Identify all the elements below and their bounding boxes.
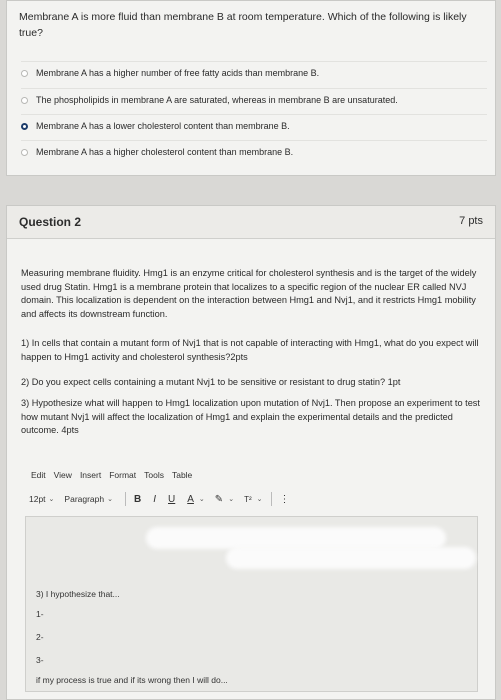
- bold-button[interactable]: B: [134, 493, 142, 505]
- menu-insert[interactable]: Insert: [79, 470, 102, 480]
- option-2[interactable]: [21, 88, 487, 111]
- question-2-intro: Measuring membrane fluidity. Hmg1 is an enzyme critical for cholesterol synthesis and is the target of the widely used drug Statin. Hmg1 is a membrane protein that localizes to a specific region of the nuclear ER called NVJ domain. This localization is dependent on the interaction between Hmg1 and Nvj1, and it restricts Hmg1 mobility and affects its downstream function.: [21, 268, 477, 319]
- option-3[interactable]: [21, 114, 487, 137]
- question-1-text: Membrane A is more fluid than membrane B at room temperature. Which of the following is likely true?: [19, 11, 467, 39]
- highlight-icon[interactable]: ✎: [214, 493, 224, 505]
- question-2-part-1: 1) In cells that contain a mutant form of Nvj1 that is not capable of interacting with Hmg1, what do you expect will happen to Hmg1 activity and cholesterol synthesis?2pts: [21, 338, 479, 362]
- radio-unselected-icon[interactable]: [21, 70, 28, 77]
- radio-unselected-icon[interactable]: [21, 97, 28, 104]
- option-4-label: Membrane A has a higher cholesterol content than membrane B.: [36, 147, 294, 157]
- toolbar-divider: [125, 492, 126, 506]
- underline-button[interactable]: U: [168, 493, 176, 505]
- toolbar-divider: [271, 492, 272, 506]
- chevron-down-icon: ⌄: [107, 496, 113, 503]
- question-2-part-3: 3) Hypothesize what will happen to Hmg1 localization upon mutation of Nvj1. Then propose an experiment to test how mutant Nvj1 will affect the localization of Hmg1 and explain the experimental details and the predicted outcome. 4pts: [21, 398, 480, 435]
- italic-button[interactable]: I: [153, 493, 157, 505]
- block-format-select[interactable]: [64, 494, 113, 504]
- question-2-part-2: 2) Do you expect cells containing a mutant Nvj1 to be sensitive or resistant to drug statin? 1pt: [21, 377, 401, 387]
- option-3-label: Membrane A has a lower cholesterol content than membrane B.: [36, 121, 290, 131]
- question-2-title: Question 2: [19, 215, 82, 229]
- radio-selected-icon[interactable]: [21, 123, 28, 130]
- option-1[interactable]: [21, 61, 487, 84]
- editor-line-5: if my process is true and if its wrong then I will do...: [36, 675, 228, 685]
- chevron-down-icon[interactable]: ⌄: [228, 496, 235, 503]
- radio-unselected-icon[interactable]: [21, 149, 28, 156]
- editor-line-4: 3-: [36, 655, 44, 665]
- menu-table[interactable]: Table: [171, 470, 193, 480]
- question-1-card: [6, 0, 496, 176]
- menu-edit[interactable]: Edit: [31, 470, 46, 480]
- option-4[interactable]: [21, 140, 487, 163]
- editor-toolbar: [29, 491, 302, 507]
- superscript-button[interactable]: T²: [244, 494, 252, 504]
- redaction-blur: [226, 547, 476, 569]
- question-2-points: 7 pts: [459, 215, 483, 227]
- text-color-button[interactable]: A: [187, 493, 194, 505]
- question-2-card: [6, 205, 496, 700]
- chevron-down-icon[interactable]: ⌄: [198, 496, 205, 503]
- chevron-down-icon[interactable]: ⌄: [256, 496, 263, 503]
- chevron-down-icon: ⌄: [48, 496, 55, 503]
- option-1-label: Membrane A has a higher number of free fatty acids than membrane B.: [36, 68, 320, 78]
- editor-line-1: 3) I hypothesize that...: [36, 589, 120, 599]
- question-2-header: [7, 206, 495, 239]
- menu-view[interactable]: View: [53, 470, 72, 480]
- redaction-blur: [146, 527, 446, 549]
- menu-tools[interactable]: Tools: [144, 470, 164, 480]
- block-format-value: Paragraph: [64, 494, 105, 504]
- more-options-icon[interactable]: ⋮: [279, 493, 290, 505]
- menu-format[interactable]: Format: [109, 470, 137, 480]
- editor-line-3: 2-: [36, 632, 44, 642]
- answer-editor[interactable]: [25, 516, 478, 692]
- option-2-label: The phospholipids in membrane A are saturated, whereas in membrane B are unsaturated.: [36, 95, 398, 105]
- editor-line-2: 1-: [36, 609, 44, 619]
- editor-menubar: [31, 470, 192, 480]
- font-size-select[interactable]: [29, 494, 54, 504]
- font-size-value: 12pt: [29, 494, 46, 504]
